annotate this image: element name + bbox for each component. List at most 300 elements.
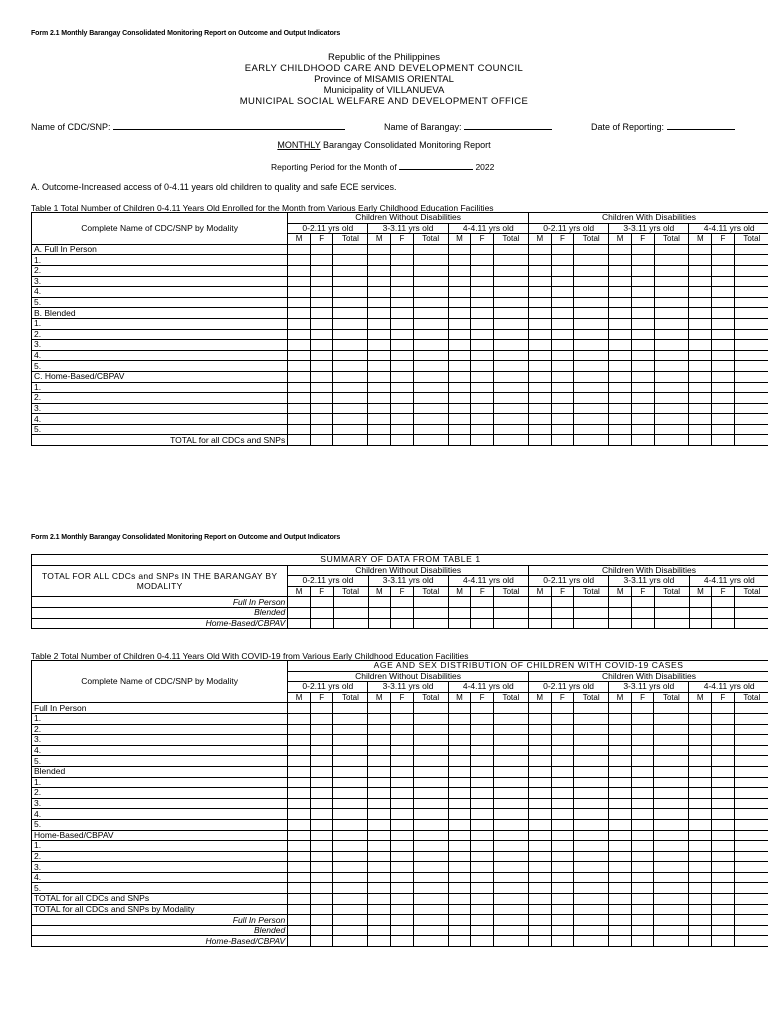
- data-cell[interactable]: [712, 371, 735, 382]
- data-cell[interactable]: [654, 777, 689, 788]
- data-cell[interactable]: [574, 724, 609, 735]
- data-cell[interactable]: [609, 894, 632, 905]
- data-cell[interactable]: [734, 424, 768, 435]
- data-cell[interactable]: [448, 841, 471, 852]
- data-cell[interactable]: [310, 255, 333, 266]
- data-cell[interactable]: [689, 841, 712, 852]
- data-cell[interactable]: [288, 819, 311, 830]
- data-cell[interactable]: [712, 287, 735, 298]
- data-cell[interactable]: [551, 393, 574, 404]
- data-cell[interactable]: [448, 745, 471, 756]
- data-cell[interactable]: [689, 340, 712, 351]
- data-cell[interactable]: [654, 244, 689, 255]
- data-cell[interactable]: [551, 766, 574, 777]
- data-cell[interactable]: [448, 894, 471, 905]
- data-cell[interactable]: [574, 713, 609, 724]
- data-cell[interactable]: [493, 936, 528, 947]
- data-cell[interactable]: [551, 276, 574, 287]
- data-cell[interactable]: [448, 414, 471, 425]
- data-cell[interactable]: [734, 329, 768, 340]
- data-cell[interactable]: [689, 894, 712, 905]
- data-cell[interactable]: [368, 350, 391, 361]
- data-cell[interactable]: [448, 607, 471, 618]
- data-cell[interactable]: [333, 872, 368, 883]
- data-cell[interactable]: [310, 297, 333, 308]
- data-cell[interactable]: [574, 766, 609, 777]
- data-cell[interactable]: [574, 308, 609, 319]
- data-cell[interactable]: [528, 819, 551, 830]
- data-cell[interactable]: [654, 318, 689, 329]
- data-cell[interactable]: [413, 403, 448, 414]
- data-cell[interactable]: [493, 713, 528, 724]
- data-cell[interactable]: [368, 340, 391, 351]
- data-cell[interactable]: [413, 756, 448, 767]
- data-cell[interactable]: [551, 851, 574, 862]
- data-cell[interactable]: [609, 618, 632, 629]
- data-cell[interactable]: [391, 819, 414, 830]
- data-cell[interactable]: [574, 777, 609, 788]
- data-cell[interactable]: [288, 894, 311, 905]
- data-cell[interactable]: [654, 904, 689, 915]
- data-cell[interactable]: [574, 318, 609, 329]
- data-cell[interactable]: [288, 329, 311, 340]
- data-cell[interactable]: [689, 830, 712, 841]
- data-cell[interactable]: [288, 244, 311, 255]
- data-cell[interactable]: [391, 703, 414, 714]
- cdc-name-line[interactable]: [113, 121, 345, 130]
- data-cell[interactable]: [391, 872, 414, 883]
- data-cell[interactable]: [529, 403, 552, 414]
- data-cell[interactable]: [654, 851, 689, 862]
- data-cell[interactable]: [609, 318, 632, 329]
- data-cell[interactable]: [448, 308, 471, 319]
- data-cell[interactable]: [551, 340, 574, 351]
- data-cell[interactable]: [689, 872, 712, 883]
- data-cell[interactable]: [734, 819, 768, 830]
- data-cell[interactable]: [310, 318, 333, 329]
- data-cell[interactable]: [494, 607, 529, 618]
- data-cell[interactable]: [413, 297, 448, 308]
- data-cell[interactable]: [609, 756, 632, 767]
- data-cell[interactable]: [391, 713, 414, 724]
- data-cell[interactable]: [368, 766, 391, 777]
- data-cell[interactable]: [631, 618, 654, 629]
- data-cell[interactable]: [529, 340, 552, 351]
- data-cell[interactable]: [631, 777, 654, 788]
- data-cell[interactable]: [689, 276, 712, 287]
- data-cell[interactable]: [471, 788, 494, 799]
- data-cell[interactable]: [471, 894, 494, 905]
- data-cell[interactable]: [333, 361, 368, 372]
- data-cell[interactable]: [288, 841, 311, 852]
- data-cell[interactable]: [413, 936, 448, 947]
- data-cell[interactable]: [574, 265, 609, 276]
- data-cell[interactable]: [528, 745, 551, 756]
- data-cell[interactable]: [689, 703, 712, 714]
- data-cell[interactable]: [609, 851, 632, 862]
- data-cell[interactable]: [310, 329, 333, 340]
- data-cell[interactable]: [448, 788, 471, 799]
- data-cell[interactable]: [471, 244, 494, 255]
- data-cell[interactable]: [368, 777, 391, 788]
- data-cell[interactable]: [310, 371, 333, 382]
- data-cell[interactable]: [391, 798, 414, 809]
- data-cell[interactable]: [551, 287, 574, 298]
- data-cell[interactable]: [654, 798, 689, 809]
- data-cell[interactable]: [333, 936, 368, 947]
- data-cell[interactable]: [631, 393, 654, 404]
- data-cell[interactable]: [288, 745, 311, 756]
- data-cell[interactable]: [609, 297, 632, 308]
- data-cell[interactable]: [413, 435, 448, 446]
- data-cell[interactable]: [288, 756, 311, 767]
- data-cell[interactable]: [689, 350, 712, 361]
- data-cell[interactable]: [609, 798, 632, 809]
- data-cell[interactable]: [654, 745, 689, 756]
- data-cell[interactable]: [493, 819, 528, 830]
- data-cell[interactable]: [391, 745, 414, 756]
- data-cell[interactable]: [413, 308, 448, 319]
- data-cell[interactable]: [448, 297, 471, 308]
- data-cell[interactable]: [368, 265, 391, 276]
- data-cell[interactable]: [609, 414, 632, 425]
- data-cell[interactable]: [413, 915, 448, 926]
- data-cell[interactable]: [712, 308, 735, 319]
- data-cell[interactable]: [333, 915, 368, 926]
- data-cell[interactable]: [391, 925, 414, 936]
- data-cell[interactable]: [654, 788, 689, 799]
- data-cell[interactable]: [689, 318, 712, 329]
- data-cell[interactable]: [310, 894, 333, 905]
- data-cell[interactable]: [493, 745, 528, 756]
- data-cell[interactable]: [734, 756, 768, 767]
- data-cell[interactable]: [413, 703, 448, 714]
- data-cell[interactable]: [471, 340, 494, 351]
- data-cell[interactable]: [631, 798, 654, 809]
- data-cell[interactable]: [413, 819, 448, 830]
- data-cell[interactable]: [528, 788, 551, 799]
- data-cell[interactable]: [368, 382, 391, 393]
- data-cell[interactable]: [288, 830, 311, 841]
- data-cell[interactable]: [493, 883, 528, 894]
- data-cell[interactable]: [574, 830, 609, 841]
- data-cell[interactable]: [574, 841, 609, 852]
- data-cell[interactable]: [368, 414, 391, 425]
- data-cell[interactable]: [288, 735, 311, 746]
- data-cell[interactable]: [471, 862, 494, 873]
- data-cell[interactable]: [609, 382, 632, 393]
- data-cell[interactable]: [310, 244, 333, 255]
- data-cell[interactable]: [413, 735, 448, 746]
- data-cell[interactable]: [333, 414, 368, 425]
- data-cell[interactable]: [712, 766, 735, 777]
- data-cell[interactable]: [448, 915, 471, 926]
- data-cell[interactable]: [529, 308, 552, 319]
- data-cell[interactable]: [494, 618, 529, 629]
- data-cell[interactable]: [631, 904, 654, 915]
- data-cell[interactable]: [574, 244, 609, 255]
- data-cell[interactable]: [493, 287, 528, 298]
- data-cell[interactable]: [493, 894, 528, 905]
- data-cell[interactable]: [493, 297, 528, 308]
- data-cell[interactable]: [734, 724, 768, 735]
- data-cell[interactable]: [471, 713, 494, 724]
- data-cell[interactable]: [333, 862, 368, 873]
- data-cell[interactable]: [551, 414, 574, 425]
- data-cell[interactable]: [609, 703, 632, 714]
- data-cell[interactable]: [528, 766, 551, 777]
- data-cell[interactable]: [493, 862, 528, 873]
- data-cell[interactable]: [493, 915, 528, 926]
- data-cell[interactable]: [471, 872, 494, 883]
- data-cell[interactable]: [734, 735, 768, 746]
- data-cell[interactable]: [712, 265, 735, 276]
- data-cell[interactable]: [551, 403, 574, 414]
- data-cell[interactable]: [288, 361, 311, 372]
- data-cell[interactable]: [631, 766, 654, 777]
- data-cell[interactable]: [333, 724, 368, 735]
- data-cell[interactable]: [734, 340, 768, 351]
- data-cell[interactable]: [333, 841, 368, 852]
- data-cell[interactable]: [333, 350, 368, 361]
- data-cell[interactable]: [654, 756, 689, 767]
- data-cell[interactable]: [528, 735, 551, 746]
- data-cell[interactable]: [574, 361, 609, 372]
- data-cell[interactable]: [689, 713, 712, 724]
- data-cell[interactable]: [391, 265, 414, 276]
- data-cell[interactable]: [574, 371, 609, 382]
- data-cell[interactable]: [493, 766, 528, 777]
- data-cell[interactable]: [391, 597, 414, 608]
- data-cell[interactable]: [631, 830, 654, 841]
- data-cell[interactable]: [493, 724, 528, 735]
- data-cell[interactable]: [310, 361, 333, 372]
- data-cell[interactable]: [368, 329, 391, 340]
- data-cell[interactable]: [448, 819, 471, 830]
- data-cell[interactable]: [310, 851, 333, 862]
- data-cell[interactable]: [391, 393, 414, 404]
- data-cell[interactable]: [448, 851, 471, 862]
- data-cell[interactable]: [310, 745, 333, 756]
- data-cell[interactable]: [413, 904, 448, 915]
- data-cell[interactable]: [288, 597, 311, 608]
- data-cell[interactable]: [333, 244, 368, 255]
- data-cell[interactable]: [391, 287, 414, 298]
- data-cell[interactable]: [631, 297, 654, 308]
- data-cell[interactable]: [712, 350, 735, 361]
- data-cell[interactable]: [574, 883, 609, 894]
- data-cell[interactable]: [574, 894, 609, 905]
- data-cell[interactable]: [413, 809, 448, 820]
- data-cell[interactable]: [528, 915, 551, 926]
- data-cell[interactable]: [288, 340, 311, 351]
- data-cell[interactable]: [654, 607, 689, 618]
- data-cell[interactable]: [448, 883, 471, 894]
- data-cell[interactable]: [551, 788, 574, 799]
- data-cell[interactable]: [734, 703, 768, 714]
- data-cell[interactable]: [288, 798, 311, 809]
- data-cell[interactable]: [734, 862, 768, 873]
- data-cell[interactable]: [712, 894, 735, 905]
- data-cell[interactable]: [529, 597, 552, 608]
- data-cell[interactable]: [413, 766, 448, 777]
- data-cell[interactable]: [448, 925, 471, 936]
- data-cell[interactable]: [288, 255, 311, 266]
- data-cell[interactable]: [609, 915, 632, 926]
- data-cell[interactable]: [631, 340, 654, 351]
- data-cell[interactable]: [310, 904, 333, 915]
- data-cell[interactable]: [333, 393, 368, 404]
- data-cell[interactable]: [288, 276, 311, 287]
- data-cell[interactable]: [493, 403, 528, 414]
- data-cell[interactable]: [368, 297, 391, 308]
- data-cell[interactable]: [391, 382, 414, 393]
- data-cell[interactable]: [413, 244, 448, 255]
- data-cell[interactable]: [288, 297, 311, 308]
- data-cell[interactable]: [712, 915, 735, 926]
- data-cell[interactable]: [734, 276, 768, 287]
- data-cell[interactable]: [734, 915, 768, 926]
- data-cell[interactable]: [288, 287, 311, 298]
- data-cell[interactable]: [551, 424, 574, 435]
- data-cell[interactable]: [493, 809, 528, 820]
- data-cell[interactable]: [574, 287, 609, 298]
- data-cell[interactable]: [391, 350, 414, 361]
- data-cell[interactable]: [333, 318, 368, 329]
- data-cell[interactable]: [734, 371, 768, 382]
- data-cell[interactable]: [712, 340, 735, 351]
- data-cell[interactable]: [448, 872, 471, 883]
- data-cell[interactable]: [471, 287, 494, 298]
- data-cell[interactable]: [493, 414, 528, 425]
- data-cell[interactable]: [734, 809, 768, 820]
- data-cell[interactable]: [471, 830, 494, 841]
- data-cell[interactable]: [689, 393, 712, 404]
- data-cell[interactable]: [333, 424, 368, 435]
- data-cell[interactable]: [654, 915, 689, 926]
- data-cell[interactable]: [471, 777, 494, 788]
- data-cell[interactable]: [493, 371, 528, 382]
- data-cell[interactable]: [689, 936, 712, 947]
- data-cell[interactable]: [529, 371, 552, 382]
- data-cell[interactable]: [471, 329, 494, 340]
- data-cell[interactable]: [391, 788, 414, 799]
- data-cell[interactable]: [574, 788, 609, 799]
- data-cell[interactable]: [734, 904, 768, 915]
- data-cell[interactable]: [528, 713, 551, 724]
- data-cell[interactable]: [288, 382, 311, 393]
- data-cell[interactable]: [413, 414, 448, 425]
- data-cell[interactable]: [471, 798, 494, 809]
- data-cell[interactable]: [529, 607, 552, 618]
- data-cell[interactable]: [333, 809, 368, 820]
- data-cell[interactable]: [712, 819, 735, 830]
- data-cell[interactable]: [689, 904, 712, 915]
- data-cell[interactable]: [471, 735, 494, 746]
- data-cell[interactable]: [368, 435, 391, 446]
- data-cell[interactable]: [574, 350, 609, 361]
- data-cell[interactable]: [493, 265, 528, 276]
- data-cell[interactable]: [631, 788, 654, 799]
- data-cell[interactable]: [391, 329, 414, 340]
- data-cell[interactable]: [528, 703, 551, 714]
- data-cell[interactable]: [734, 265, 768, 276]
- data-cell[interactable]: [712, 703, 735, 714]
- data-cell[interactable]: [391, 904, 414, 915]
- data-cell[interactable]: [734, 798, 768, 809]
- data-cell[interactable]: [712, 382, 735, 393]
- data-cell[interactable]: [368, 798, 391, 809]
- data-cell[interactable]: [493, 361, 528, 372]
- data-cell[interactable]: [368, 597, 391, 608]
- data-cell[interactable]: [734, 287, 768, 298]
- data-cell[interactable]: [413, 340, 448, 351]
- data-cell[interactable]: [471, 276, 494, 287]
- data-cell[interactable]: [288, 350, 311, 361]
- data-cell[interactable]: [734, 936, 768, 947]
- data-cell[interactable]: [609, 841, 632, 852]
- data-cell[interactable]: [631, 244, 654, 255]
- data-cell[interactable]: [333, 276, 368, 287]
- data-cell[interactable]: [609, 403, 632, 414]
- data-cell[interactable]: [413, 255, 448, 266]
- data-cell[interactable]: [333, 777, 368, 788]
- data-cell[interactable]: [368, 830, 391, 841]
- data-cell[interactable]: [391, 607, 414, 618]
- data-cell[interactable]: [493, 925, 528, 936]
- data-cell[interactable]: [689, 883, 712, 894]
- data-cell[interactable]: [448, 350, 471, 361]
- data-cell[interactable]: [574, 936, 609, 947]
- data-cell[interactable]: [413, 287, 448, 298]
- data-cell[interactable]: [333, 329, 368, 340]
- data-cell[interactable]: [654, 255, 689, 266]
- data-cell[interactable]: [712, 318, 735, 329]
- data-cell[interactable]: [631, 607, 654, 618]
- data-cell[interactable]: [609, 287, 632, 298]
- data-cell[interactable]: [529, 276, 552, 287]
- data-cell[interactable]: [551, 297, 574, 308]
- data-cell[interactable]: [288, 777, 311, 788]
- data-cell[interactable]: [529, 329, 552, 340]
- data-cell[interactable]: [551, 618, 574, 629]
- data-cell[interactable]: [528, 862, 551, 873]
- data-cell[interactable]: [413, 862, 448, 873]
- data-cell[interactable]: [712, 809, 735, 820]
- data-cell[interactable]: [631, 371, 654, 382]
- data-cell[interactable]: [734, 777, 768, 788]
- data-cell[interactable]: [493, 329, 528, 340]
- data-cell[interactable]: [471, 361, 494, 372]
- data-cell[interactable]: [413, 393, 448, 404]
- data-cell[interactable]: [712, 883, 735, 894]
- data-cell[interactable]: [689, 403, 712, 414]
- data-cell[interactable]: [712, 414, 735, 425]
- data-cell[interactable]: [712, 329, 735, 340]
- data-cell[interactable]: [368, 788, 391, 799]
- data-cell[interactable]: [689, 414, 712, 425]
- data-cell[interactable]: [574, 872, 609, 883]
- data-cell[interactable]: [689, 788, 712, 799]
- data-cell[interactable]: [574, 255, 609, 266]
- data-cell[interactable]: [368, 724, 391, 735]
- data-cell[interactable]: [391, 724, 414, 735]
- data-cell[interactable]: [448, 798, 471, 809]
- data-cell[interactable]: [310, 788, 333, 799]
- data-cell[interactable]: [391, 830, 414, 841]
- data-cell[interactable]: [448, 713, 471, 724]
- data-cell[interactable]: [310, 713, 333, 724]
